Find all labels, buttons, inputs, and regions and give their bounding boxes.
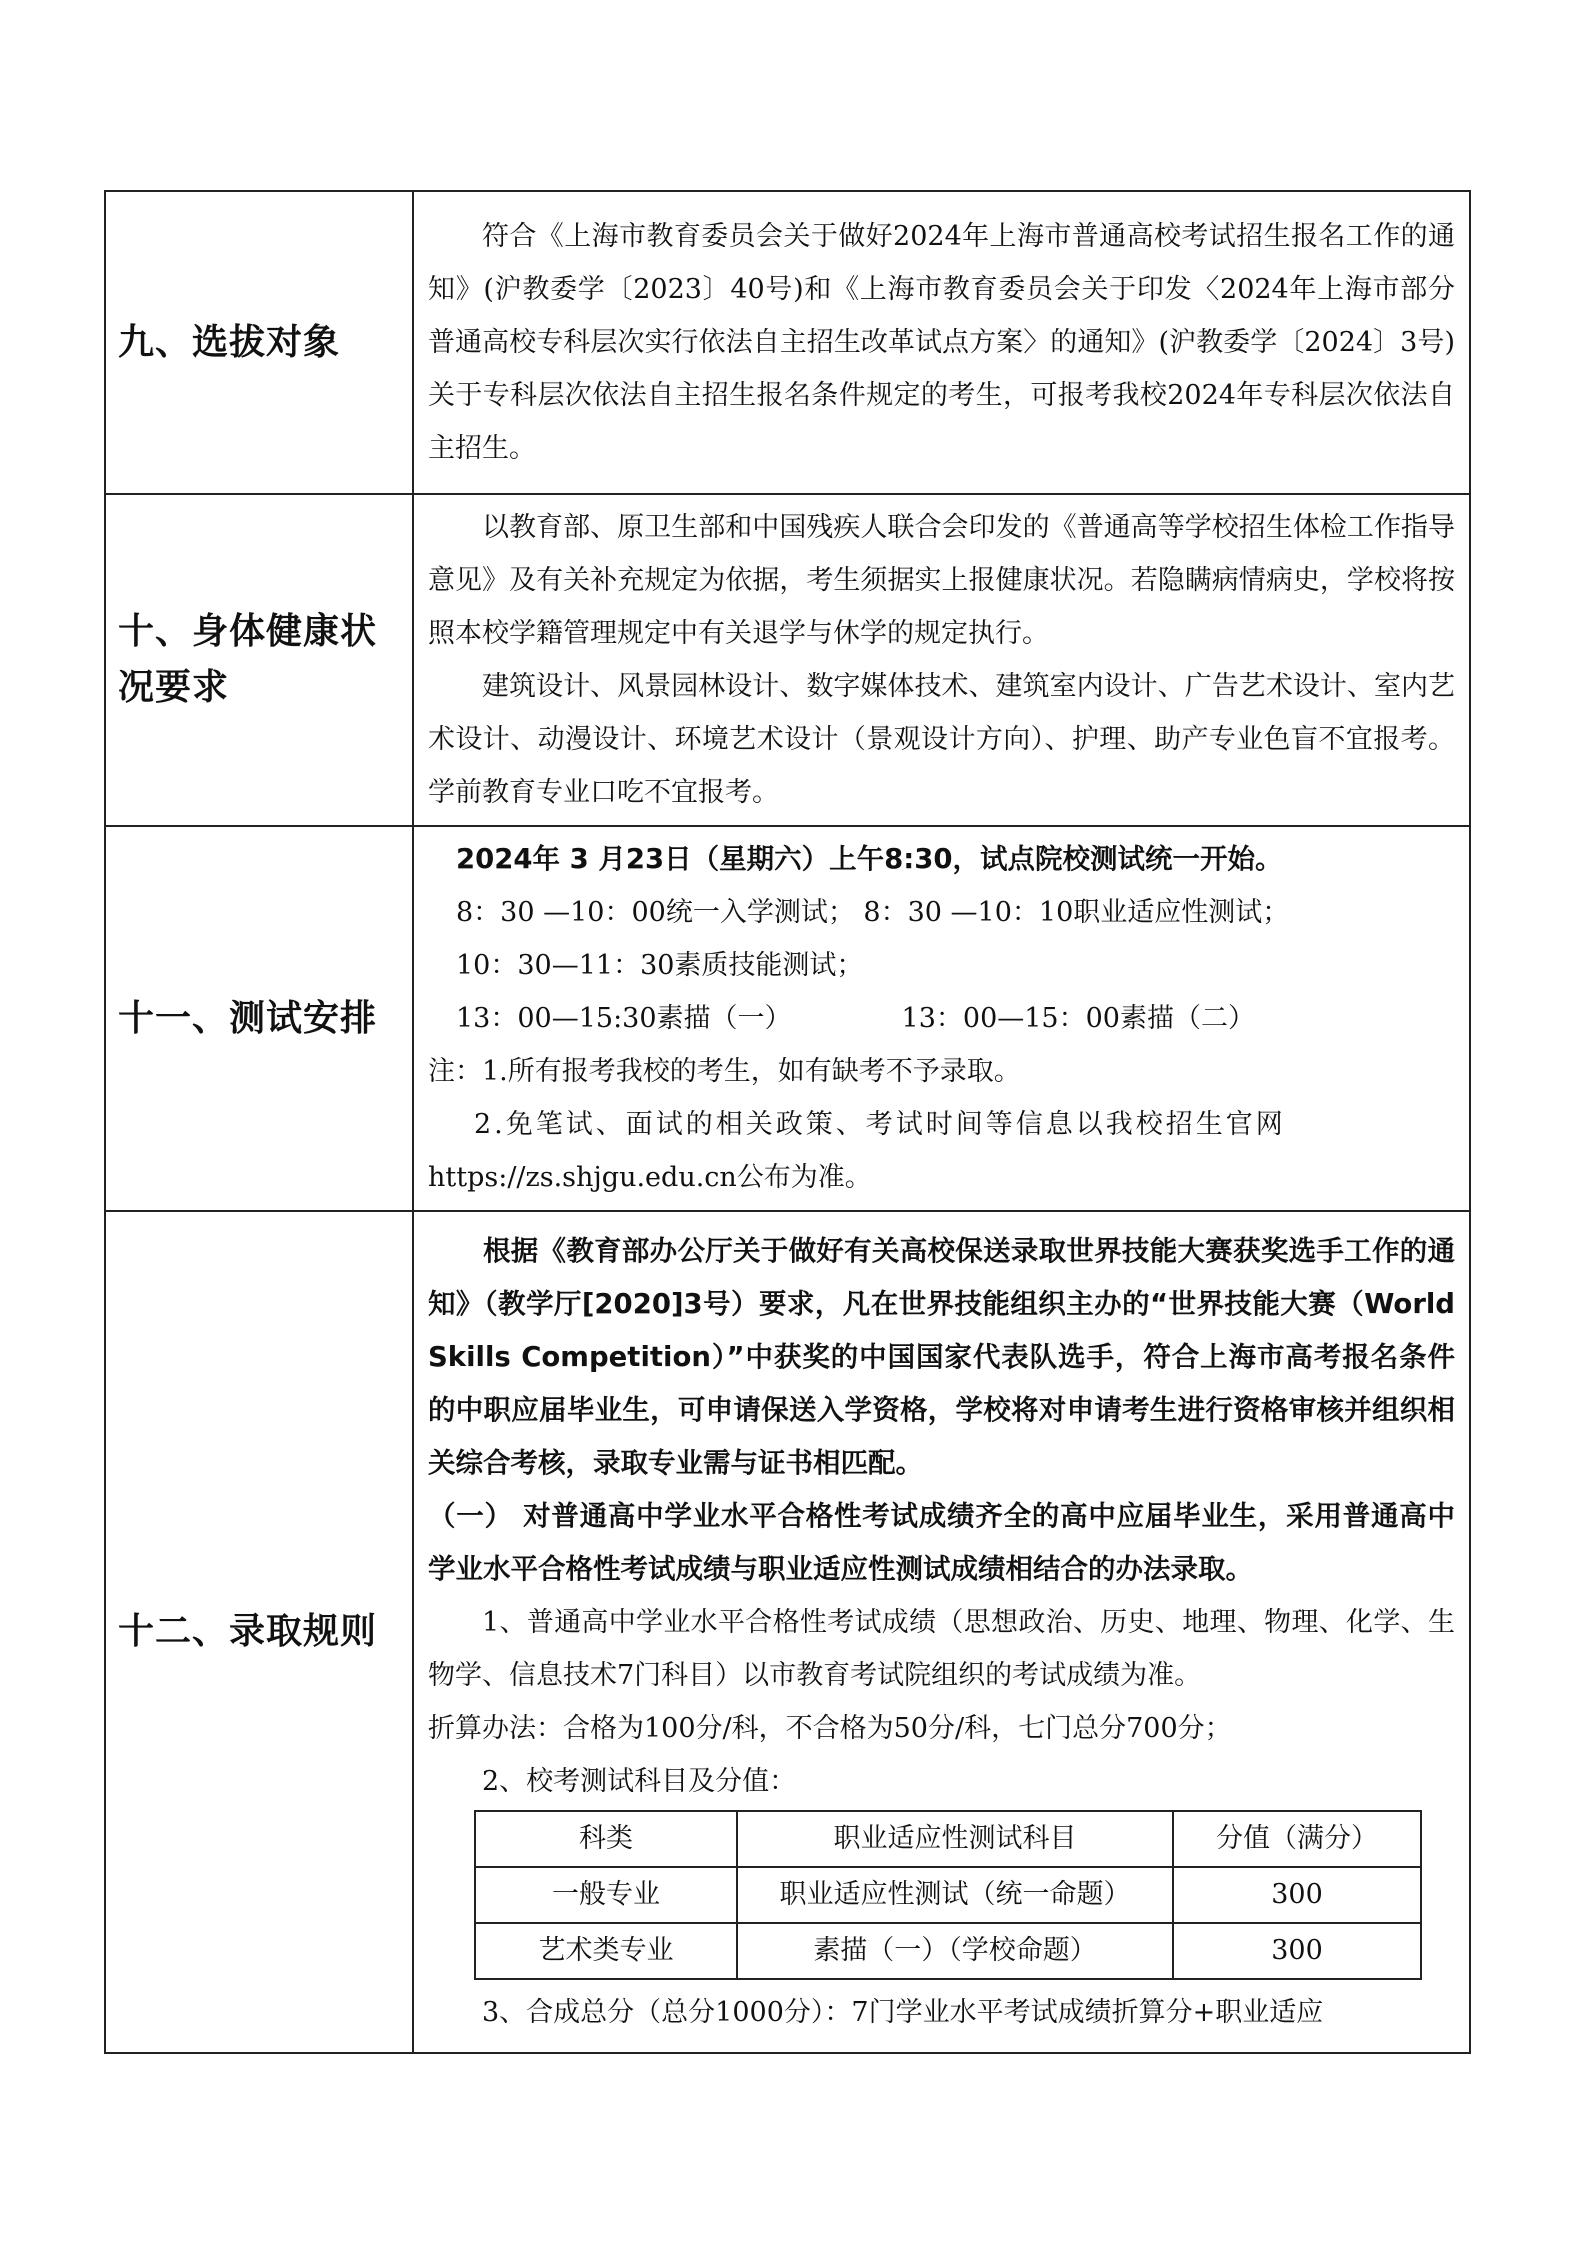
row-test-schedule — [105, 826, 1470, 1211]
note: 注：1.所有报考我校的考生，如有缺考不予录取。 — [428, 1056, 1021, 1087]
schedule-headline: 2024年 3 月23日（星期六）上午8:30，试点院校测试统一开始。 — [456, 843, 1283, 875]
table-cell: 300 — [1173, 1867, 1421, 1923]
table-cell: 一般专业 — [475, 1867, 737, 1923]
table-header: 科类 — [475, 1811, 737, 1867]
section-label: 九、选拔对象 — [105, 191, 413, 494]
schedule-line: 8：30 —10：00统一入学测试； 8：30 —10：10职业适应性测试； — [456, 897, 1290, 928]
paragraph: 2、校考测试科目及分值： — [482, 1766, 797, 1797]
paragraph: 符合《上海市教育委员会关于做好2024年上海市普通高校考试招生报名工作的通知》(沪教委学〔2023〕40号)和《上海市教育委员会关于印发〈2024年上海市部分普通高校专科层次实行依法自主招生改革试点方案〉的通知》(沪教委学〔2024〕3号)关于专科层次依法自主招生报名条件规定的考生，可报考我校2024年专科层次依法自主招生。 — [428, 221, 1455, 464]
paragraph: 3、合成总分（总分1000分）：7门学业水平考试成绩折算分+职业适应 — [482, 1997, 1324, 2028]
table-row — [475, 1923, 1421, 1979]
section-label: 十一、测试安排 — [105, 826, 413, 1211]
section-content — [413, 1211, 1470, 2053]
paragraph: 折算办法：合格为100分/科，不合格为50分/科，七门总分700分； — [428, 1713, 1232, 1744]
schedule-line — [428, 992, 1455, 1045]
admission-rules-table — [104, 190, 1471, 2054]
paragraph: 1、普通高中学业水平合格性考试成绩（思想政治、历史、地理、物理、化学、生物学、信息技术7门科目）以市教育考试院组织的考试成绩为准。 — [428, 1607, 1455, 1691]
table-row — [475, 1867, 1421, 1923]
schedule-item: 13：00—15:30素描（一） — [456, 1003, 792, 1034]
paragraph-bold: （一） 对普通高中学业水平合格性考试成绩齐全的高中应届毕业生，采用普通高中学业水平合格性考试成绩与职业适应性测试成绩相结合的办法录取。 — [428, 1500, 1455, 1585]
note: 2.免笔试、面试的相关政策、考试时间等信息以我校招生官网 — [474, 1109, 1286, 1140]
table-header: 职业适应性测试科目 — [737, 1811, 1173, 1867]
section-content — [413, 191, 1470, 494]
section-content — [413, 826, 1470, 1211]
schedule-item: 13：00—15：00素描（二） — [901, 1003, 1255, 1034]
paragraph: 以教育部、原卫生部和中国残疾人联合会印发的《普通高等学校招生体检工作指导意见》及有关补充规定为依据，考生须据实上报健康状况。若隐瞒病情病史，学校将按照本校学籍管理规定中有关退学与休学的规定执行。 — [428, 512, 1455, 649]
section-content — [413, 494, 1470, 826]
table-header-row — [475, 1811, 1421, 1867]
schedule-line: 10：30—11：30素质技能测试； — [456, 950, 864, 981]
table-cell: 职业适应性测试（统一命题） — [737, 1867, 1173, 1923]
row-health-requirements — [105, 494, 1470, 826]
paragraph-bold: 根据《教育部办公厅关于做好有关高校保送录取世界技能大赛获奖选手工作的通知》（教学厅[2020]3号）要求，凡在世界技能组织主办的“世界技能大赛（World Skills Competition）”中获奖的中国国家代表队选手，符合上海市高考报名条件的中职应届毕业生，可申请保送入学资格，学校将对申请考生进行资格审核并组织相关综合考核，录取专业需与证书相匹配。 — [428, 1235, 1455, 1479]
table-header: 分值（满分） — [1173, 1811, 1421, 1867]
section-label: 十二、录取规则 — [105, 1211, 413, 2053]
table-cell: 艺术类专业 — [475, 1923, 737, 1979]
table-cell: 素描（一）（学校命题） — [737, 1923, 1173, 1979]
row-selection-target — [105, 191, 1470, 494]
paragraph: 建筑设计、风景园林设计、数字媒体技术、建筑室内设计、广告艺术设计、室内艺术设计、动漫设计、环境艺术设计（景观设计方向）、护理、助产专业色盲不宜报考。学前教育专业口吃不宜报考。 — [428, 671, 1455, 808]
table-cell: 300 — [1173, 1923, 1421, 1979]
website-link[interactable]: https://zs.shjgu.edu.cn公布为准。 — [428, 1162, 872, 1193]
row-admission-rules — [105, 1211, 1470, 2053]
section-label: 十、身体健康状况要求 — [105, 494, 413, 826]
score-table — [474, 1810, 1422, 1980]
